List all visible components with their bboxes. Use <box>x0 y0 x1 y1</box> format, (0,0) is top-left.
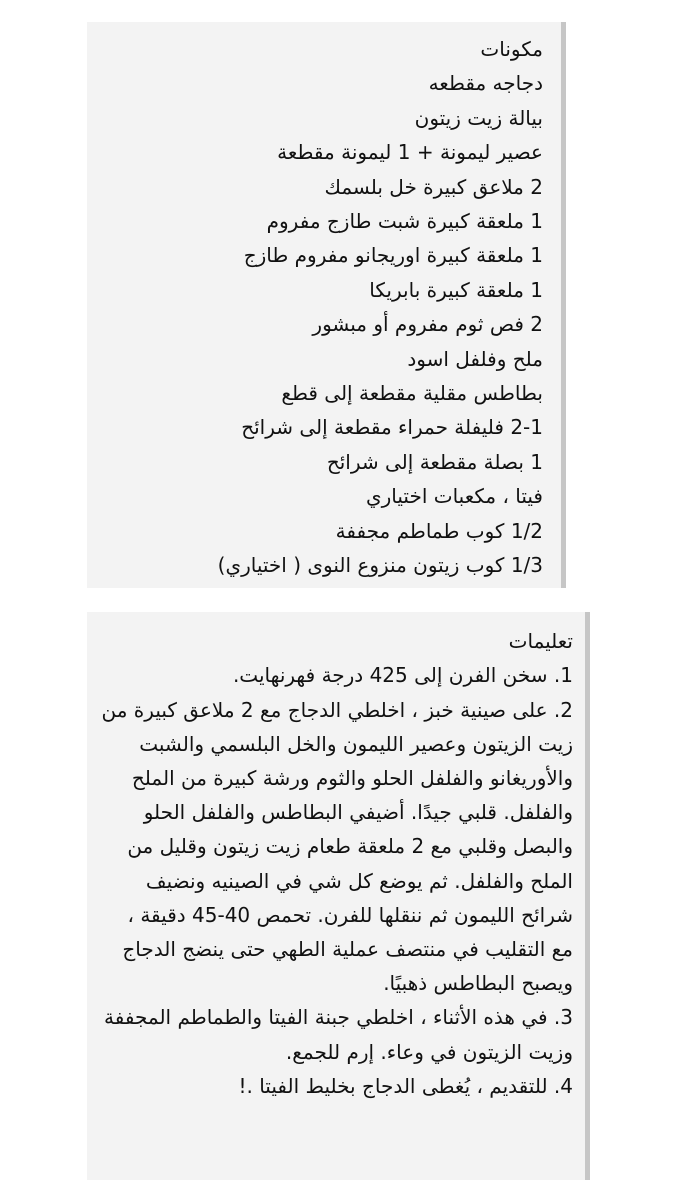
ingredient-item: 1 بصلة مقطعة إلى شرائح <box>326 449 543 474</box>
ingredient-item: دجاجه مقطعه <box>428 71 543 96</box>
instruction-step: 3. في هذه الأثناء ، اخلطي جبنة الفيتا والطماطم المجففة وزيت الزيتون في وعاء. إرم للجمع. <box>104 1005 573 1064</box>
ingredient-item: 2 ملاعق كبيرة خل بلسمك <box>324 174 543 199</box>
instructions-steps <box>101 658 573 1103</box>
ingredient-item: فيتا ، مكعبات اختياري <box>365 484 543 509</box>
ingredients-list <box>97 66 543 582</box>
ingredient-item: ملح وفلفل اسود <box>407 346 543 371</box>
instruction-step: 1. سخن الفرن إلى 425 درجة فهرنهايت. <box>232 663 573 688</box>
ingredient-item: 1/2 كوب طماطم مجففة <box>335 518 543 543</box>
ingredients-note <box>87 22 566 588</box>
ingredient-item: 1/3 كوب زيتون منزوع النوى ( اختياري) <box>217 553 543 578</box>
instruction-step: 4. للتقديم ، يُغطى الدجاج بخليط الفيتا .! <box>238 1073 573 1098</box>
ingredient-item: 1 ملعقة كبيرة بابريكا <box>369 277 543 302</box>
ingredients-heading: مكونات <box>480 37 543 61</box>
ingredient-item: 1 ملعقة كبيرة شبت طازج مفروم <box>266 209 543 234</box>
instructions-note <box>87 612 590 1180</box>
instruction-step: 2. على صينية خبز ، اخلطي الدجاج مع 2 ملاعق كبيرة من زيت الزيتون وعصير الليمون والخل البلسمي والشبت والأوريغانو والفلفل الحلو والثوم ورشة كبيرة من الملح والفلفل. قلبي جيدًا. أضيفي البطاطس والفلفل الحلو والبصل وقلبي مع 2 ملعقة طعام زيت زيتون وقليل من الملح والفلفل. ثم يوضع كل شي في الصينيه ونضيف شرائح الليمون ثم ننقلها للفرن. تحمص 40-45 دقيقة ، مع التقليب في منتصف عملية الطهي حتى ينضج الدجاج ويصبح البطاطس ذهبيًا. <box>101 697 573 996</box>
ingredient-item: بيالة زيت زيتون <box>414 105 543 130</box>
instructions-heading: تعليمات <box>508 629 573 653</box>
ingredient-item: بطاطس مقلية مقطعة إلى قطع <box>281 381 543 406</box>
ingredient-item: 2-1 فليفلة حمراء مقطعة إلى شرائح <box>241 415 543 440</box>
ingredient-item: 2 فص ثوم مفروم أو مبشور <box>312 312 543 337</box>
ingredient-item: 1 ملعقة كبيرة اوريجانو مفروم طازج <box>243 243 543 268</box>
ingredient-item: عصير ليمونة + 1 ليمونة مقطعة <box>277 140 543 165</box>
